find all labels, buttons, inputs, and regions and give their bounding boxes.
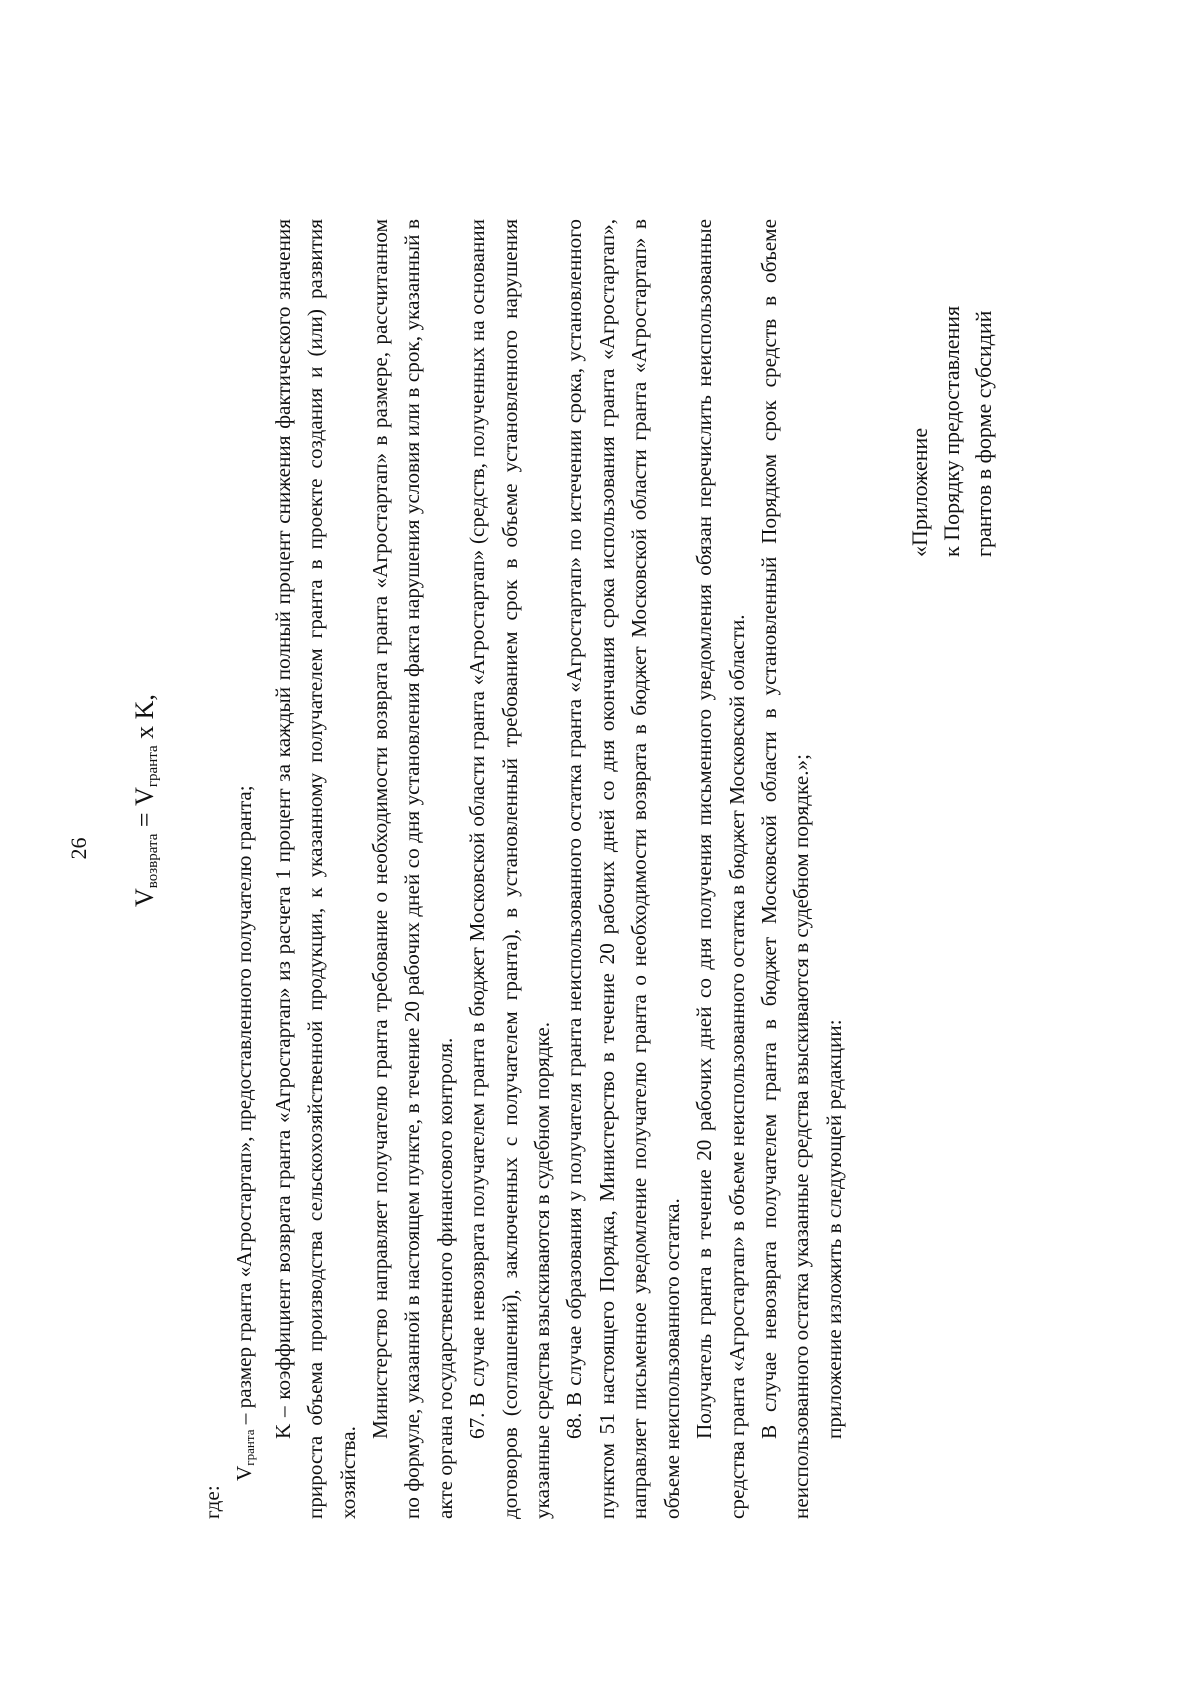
document-body (196, 219, 850, 1519)
appendix-line-2: к Порядку предоставления (939, 305, 964, 557)
formula-rhs-subscript: гранта (145, 745, 161, 788)
paragraph-68: 68. В случае образования у получателя гранта неиспользованного остатка гранта «Агростартап» по истечении срока, установленного пунктом 51 настоящего Порядка, Министерство в течение 20 рабочих дней со дня окончания срока использования гранта «Агростартап», направляет письменное уведомление получателю гранта о необходимости возврата в бюджет Московской области гранта «Агростартап» в объеме неиспользованного остатка. (562, 219, 684, 1519)
formula-rhs-tail: x K, (130, 694, 159, 746)
appendix-line-3: грантов в форме субсидий (971, 310, 996, 557)
formula-lhs-symbol: V (130, 888, 159, 907)
formula-lhs-subscript: возврата (145, 833, 161, 889)
definition-v-text: – размер гранта «Агростартап», предоставленного получателю гранта; (232, 785, 257, 1430)
paragraph-ministry-requirement: Министерство направляет получателю гранта требование о необходимости возврата гранта «Агростартап» в размере, рассчитанном по формуле, указанной в настоящем пункте, в течение 20 рабочих дней со дня установления факта нарушения условия или в срок, указанный в акте органа государственного финансового контроля. (368, 219, 457, 1519)
definition-v-symbol: V (232, 1465, 257, 1481)
paragraph-appendix-intro: приложение изложить в следующей редакции: (821, 1019, 846, 1439)
formula-equals: = (130, 805, 159, 834)
paragraph-67: 67. В случае невозврата получателем гранта в бюджет Московской области гранта «Агростартап» (средств, полученных на основании договоров (соглашений), заключенных с получателем гранта), в установленный требованием срок в объеме установленного нарушения указанные средства взыскиваются в судебном порядке. (465, 219, 555, 1519)
return-amount-formula (130, 694, 162, 907)
definition-v (228, 219, 266, 1519)
appendix-line-1: «Приложение (907, 427, 932, 557)
where-label: где: (200, 1485, 224, 1519)
appendix-header (904, 306, 1000, 557)
page-number: 26 (66, 837, 91, 860)
paragraph-nonreturn: В случае невозврата получателем гранта в бюджет Московской области в установленный Порядком срок средств в объеме неиспользованного остатка указанные средства взыскиваются в судебном порядке.»; (756, 219, 814, 1519)
formula-rhs-symbol: V (130, 787, 159, 806)
paragraph-recipient-obligation: Получатель гранта в течение 20 рабочих дней со дня получения письменного уведомления обязан перечислить неиспользованные средства гранта «Агростартап» в объеме неиспользованного остатка в бюджет Московской области. (692, 219, 749, 1519)
definition-v-subscript: гранта (242, 1429, 258, 1466)
definition-k: K – коэффициент возврата гранта «Агростартап» из расчета 1 процент за каждый полный процент снижения фактического значения прироста объема производства сельскохозяйственной продукции, к указанному получателем гранта в проекте создания и (или) развития хозяйства. (270, 219, 360, 1519)
